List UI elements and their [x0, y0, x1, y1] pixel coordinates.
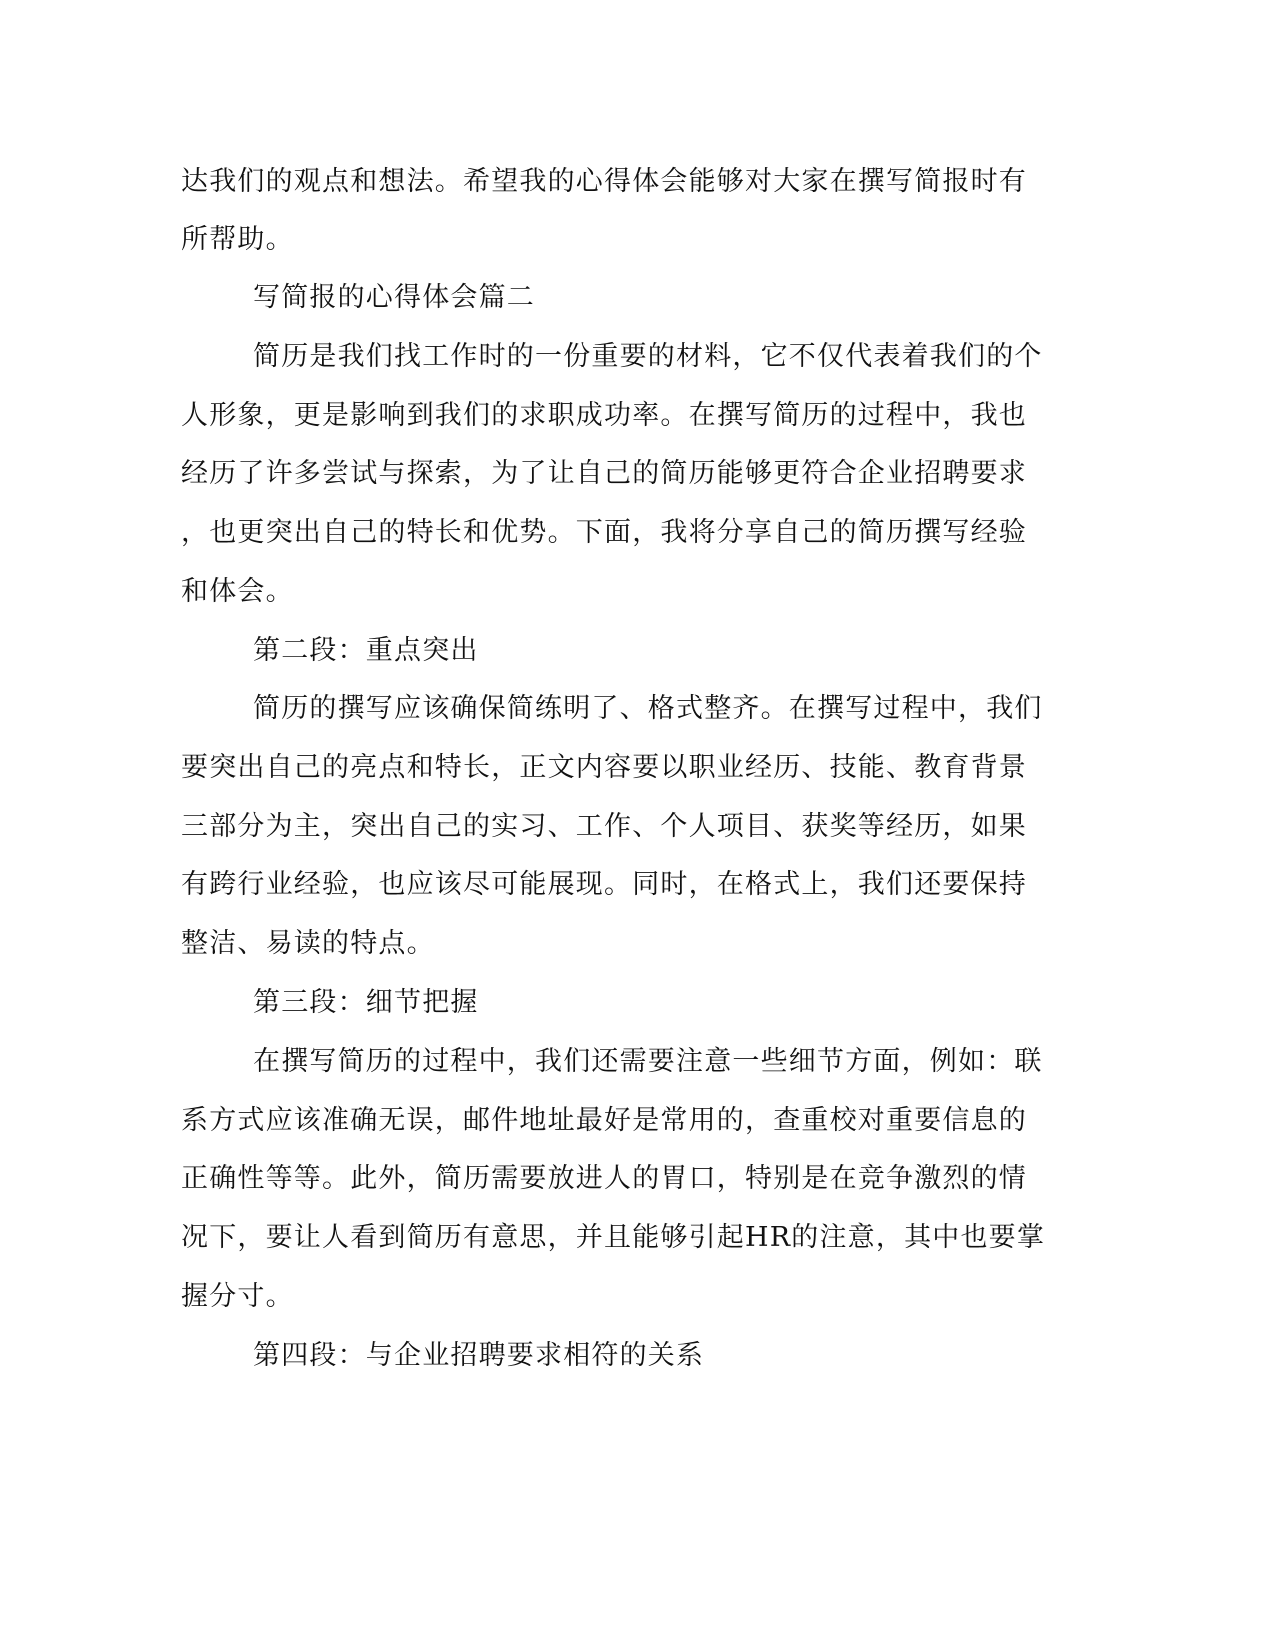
text-line: 在撰写简历的过程中，我们还需要注意一些细节方面，例如：联 — [253, 1046, 1043, 1077]
text-line: ，也更突出自己的特长和优势。下面，我将分享自己的简历撰写经验 — [181, 517, 1027, 548]
text-line: 达我们的观点和想法。希望我的心得体会能够对大家在撰写简报时有 — [181, 166, 1027, 197]
text-line: 所帮助。 — [181, 224, 294, 255]
text-line: 系方式应该准确无误，邮件地址最好是常用的，查重校对重要信息的 — [181, 1105, 1027, 1136]
text-line: 经历了许多尝试与探索，为了让自己的简历能够更符合企业招聘要求 — [181, 458, 1027, 489]
section-heading: 第二段：重点突出 — [253, 635, 479, 666]
text-line: 和体会。 — [181, 576, 294, 607]
section-title: 写简报的心得体会篇二 — [253, 282, 535, 313]
section-heading: 第三段：细节把握 — [253, 987, 479, 1018]
text-line: 有跨行业经验，也应该尽可能展现。同时，在格式上，我们还要保持 — [181, 869, 1027, 900]
text-line: 简历的撰写应该确保简练明了、格式整齐。在撰写过程中，我们 — [253, 693, 1043, 724]
text-line: 简历是我们找工作时的一份重要的材料，它不仅代表着我们的个 — [253, 341, 1043, 372]
text-line: 握分寸。 — [181, 1281, 294, 1312]
text-line: 人形象，更是影响到我们的求职成功率。在撰写简历的过程中，我也 — [181, 400, 1027, 431]
text-line: 三部分为主，突出自己的实习、工作、个人项目、获奖等经历，如果 — [181, 811, 1027, 842]
text-line: 要突出自己的亮点和特长，正文内容要以职业经历、技能、教育背景 — [181, 752, 1027, 783]
section-heading: 第四段：与企业招聘要求相符的关系 — [253, 1340, 705, 1371]
text-line: 正确性等等。此外，简历需要放进人的胃口，特别是在竞争激烈的情 — [181, 1163, 1027, 1194]
text-line: 整洁、易读的特点。 — [181, 928, 435, 959]
text-line: 况下，要让人看到简历有意思，并且能够引起HR的注意，其中也要掌 — [181, 1222, 1046, 1253]
